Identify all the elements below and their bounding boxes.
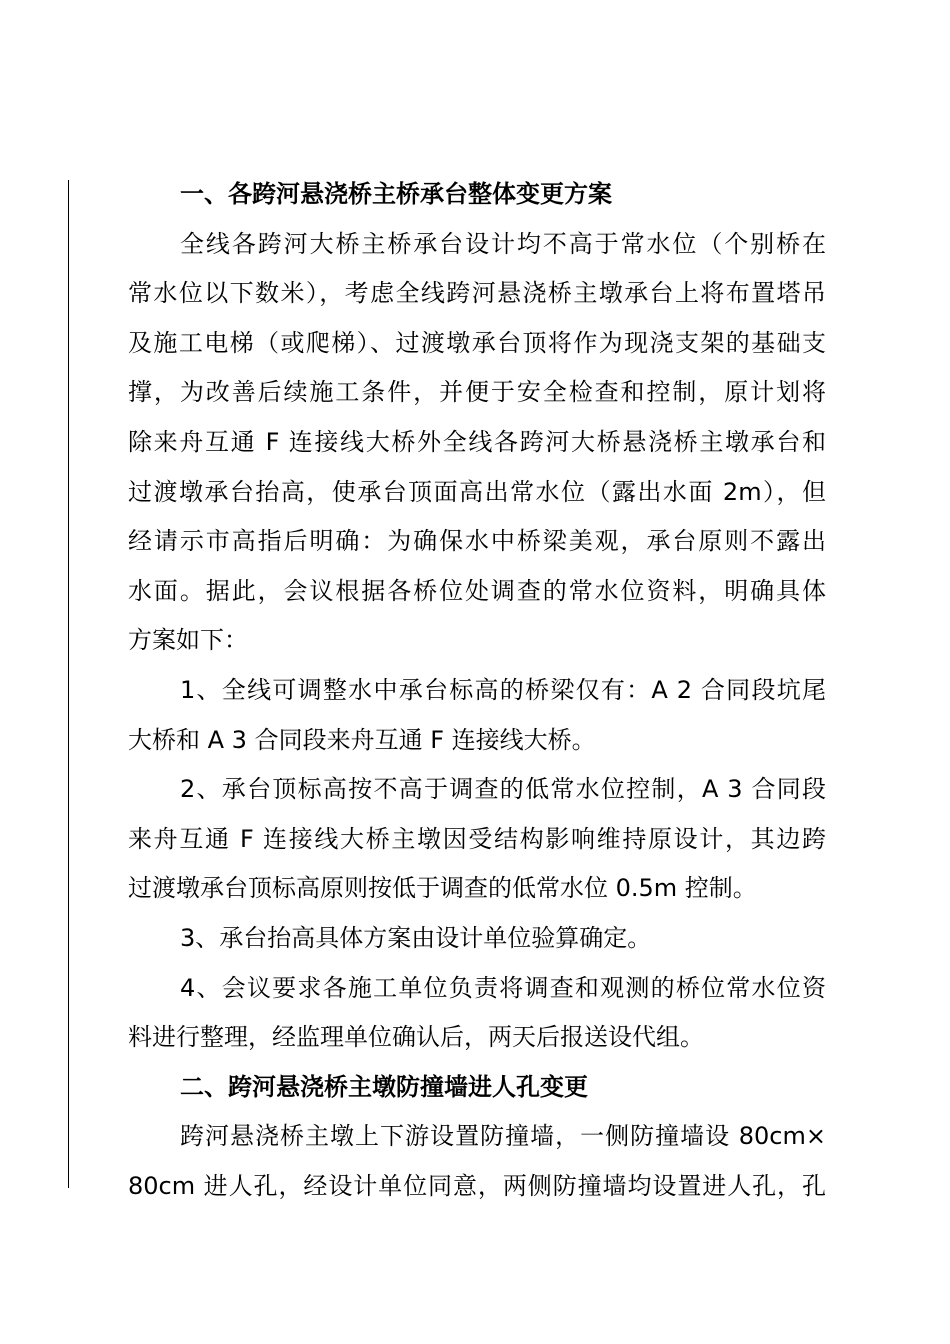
paragraph-line: 1、全线可调整水中承台标高的桥梁仅有：A 2 合同段坑尾 (180, 675, 826, 704)
section-heading: 二、跨河悬浇桥主墩防撞墙进人孔变更 (180, 1072, 588, 1101)
paragraph-line: 料进行整理，经监理单位确认后，两天后报送设代组。 (128, 1023, 704, 1052)
list-item (128, 964, 826, 1063)
section-heading: 一、各跨河悬浇桥主桥承台整体变更方案 (180, 180, 612, 208)
paragraph-line: 常水位以下数米），考虑全线跨河悬浇桥主墩承台上将布置塔吊 (128, 279, 826, 308)
paragraph-line: 过渡墩承台顶标高原则按低于调查的低常水位 0.5m 控制。 (128, 874, 757, 903)
paragraph-line: 80cm 进人孔，经设计单位同意，两侧防撞墙均设置进人孔，孔 (128, 1171, 826, 1200)
paragraph-line: 及施工电梯（或爬梯）、过渡墩承台顶将作为现浇支架的基础支 (128, 328, 826, 357)
list-item (128, 914, 826, 964)
left-margin-rule (68, 180, 69, 1188)
paragraph-line: 水面。据此，会议根据各桥位处调查的常水位资料，明确具体 (128, 576, 826, 605)
list-item (128, 765, 826, 914)
paragraph-line: 跨河悬浇桥主墩上下游设置防撞墙，一侧防撞墙设 80cm× (180, 1122, 826, 1151)
paragraph-line: 大桥和 A 3 合同段来舟互通 F 连接线大桥。 (128, 725, 596, 754)
paragraph-line: 撑，为改善后续施工条件，并便于安全检查和控制，原计划将 (128, 378, 826, 407)
list-item (128, 666, 826, 765)
paragraph-line: 过渡墩承台抬高，使承台顶面高出常水位（露出水面 2m），但 (128, 477, 826, 506)
paragraph-line: 除来舟互通 F 连接线大桥外全线各跨河大桥悬浇桥主墩承台和 (128, 427, 826, 456)
paragraph-line: 4、会议要求各施工单位负责将调查和观测的桥位常水位资 (180, 973, 826, 1002)
document-body (128, 170, 826, 1211)
paragraph-line: 来舟互通 F 连接线大桥主墩因受结构影响维持原设计，其边跨 (128, 824, 826, 853)
paragraph-line: 3、承台抬高具体方案由设计单位验算确定。 (180, 923, 652, 952)
paragraph-line: 方案如下： (128, 626, 248, 655)
paragraph-line: 2、承台顶标高按不高于调查的低常水位控制，A 3 合同段 (180, 775, 826, 804)
paragraph-line: 经请示市高指后明确：为确保水中桥梁美观，承台原则不露出 (128, 527, 826, 556)
paragraph-intro (128, 220, 826, 666)
paragraph-line: 全线各跨河大桥主桥承台设计均不高于常水位（个别桥在 (180, 229, 826, 258)
paragraph-body (128, 1112, 826, 1211)
